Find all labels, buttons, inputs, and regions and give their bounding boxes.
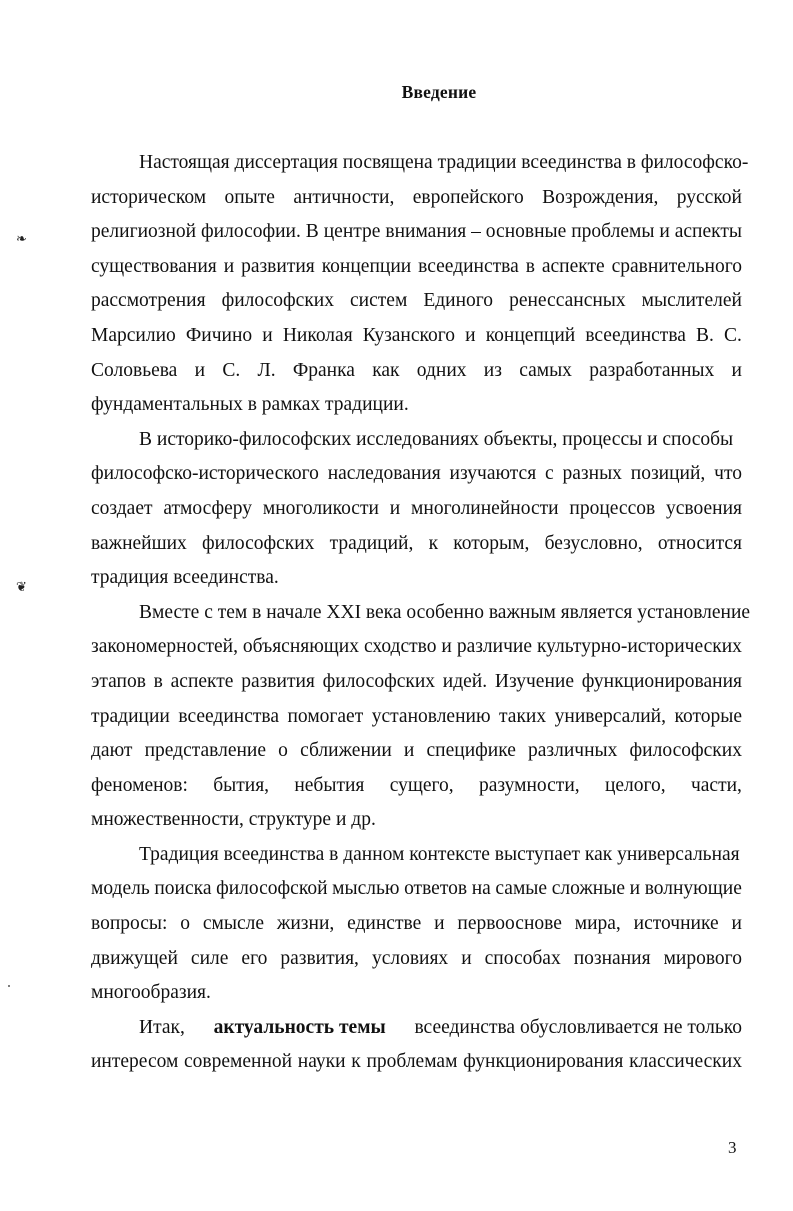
word: относится [657,532,742,554]
text-line [91,907,742,942]
word: аспекты [674,221,742,243]
word: мира, [574,913,621,935]
word: различных [528,740,618,762]
word: Франка [292,359,355,381]
word: основные [485,221,567,243]
text-line [91,527,742,562]
word: концепций [485,324,576,346]
word: философско-исторического [91,463,319,485]
word: ренессансных [509,290,626,312]
word: специфике [426,740,516,762]
word: к [428,532,439,554]
text-line [91,457,742,492]
word: разных [562,463,622,485]
word: условиях [371,947,449,969]
word: философских [221,290,334,312]
word: дают [91,740,133,762]
page-number: 3 [728,1138,737,1157]
text-line [91,284,742,319]
word: жизни, [276,913,335,935]
word: которым, [453,532,530,554]
word: аспекте [541,255,605,277]
word: как [372,359,400,381]
text-line [91,665,742,700]
word: развития [241,670,315,692]
body-text [91,146,751,1080]
text-line: В историко-философских исследованиях объекты, процессы и способы [139,428,734,450]
word: и [441,636,452,658]
word: мыслью [332,878,400,900]
word: в [525,255,535,277]
text-fragment: Итак, [139,1016,185,1038]
text-line: фундаментальных в рамках традиции. [91,394,409,416]
word: философских [322,670,436,692]
word: европейского [412,186,524,208]
word: античности, [293,186,395,208]
text-line: многообразия. [91,982,211,1004]
word: объясняющих [242,636,359,658]
word: классических [629,1051,742,1073]
word: идей. [442,670,488,692]
word: в [153,670,163,692]
emphasis-text: актуальность темы [213,1016,386,1038]
text-line: Настоящая диссертация посвящена традиции всеединства в философско- [139,152,749,173]
text-line [91,700,742,735]
word: этапов [91,670,146,692]
word: и [629,878,641,900]
word: Единого [423,290,494,312]
word: таких [499,705,547,727]
word: С. [724,324,742,346]
word: что [714,463,742,485]
word: философии. [201,221,301,243]
text-line [91,769,742,804]
word: историческом [91,186,207,208]
word: поиска [154,878,212,900]
text-line [91,250,742,285]
word: смысле [202,913,265,935]
word: закономерностей, [91,636,238,658]
word: внимания [385,221,467,243]
word: проблемам [366,1051,458,1073]
text-line: множественности, структуре и др. [91,809,376,831]
word: традиций, [329,532,414,554]
word: и [403,740,415,762]
word: и [223,255,235,277]
word: процессов [569,497,656,519]
word: усвоения [666,497,742,519]
text-line [91,319,742,354]
word: представление [144,740,267,762]
word: с [545,463,554,485]
word: и [434,913,445,935]
word: центре [323,221,381,243]
word: Марсилио [91,324,176,346]
word: философских [629,740,742,762]
word: универсалий, [554,705,666,727]
word: религиозной [91,221,197,243]
word: традиции [91,705,170,727]
word: Николая [282,324,353,346]
word: сближении [300,740,392,762]
word: проблемы [571,221,655,243]
word: и [731,359,742,381]
word: наследования [327,463,441,485]
word: движущей [91,947,178,969]
word: модель [91,878,150,900]
word: концепции [321,255,412,277]
word: изучаются [449,463,537,485]
word: волнующие [644,878,742,900]
word: создает [91,497,153,519]
text-line [91,1011,742,1046]
word: аспекте [170,670,234,692]
word: бытия, [213,774,270,796]
text-line [91,354,742,389]
word: сравнительного [611,255,742,277]
word: Л. [257,359,276,381]
word: разумности, [478,774,580,796]
word: познания [573,947,651,969]
word: развития [241,255,315,277]
word: важнейших [91,532,187,554]
word: философской [216,878,328,900]
text-line: традиция всеединства. [91,567,279,589]
word: и [731,913,742,935]
word: способах [484,947,561,969]
word: систем [350,290,408,312]
word: Кузанского [362,324,456,346]
word: науки [297,1051,346,1073]
word: из [483,359,502,381]
word: безусловно, [544,532,643,554]
word: С. [222,359,241,381]
word: современной [184,1051,293,1073]
text-line: Традиция всеединства в данном контексте выступает как универсальная [139,843,740,865]
word: В. [696,324,714,346]
word: установлению [371,705,491,727]
word: культурно-исторических [536,636,742,658]
word: части, [690,774,742,796]
word: функционирования [463,1051,624,1073]
word: функционирования [581,670,742,692]
word: к [351,1051,361,1073]
word: ответов [404,878,468,900]
word: сходство [363,636,437,658]
word: и [389,497,401,519]
text-line [91,215,742,250]
word: единстве [347,913,422,935]
word: существования [91,255,217,277]
word: о [180,913,191,935]
text-line [91,942,742,977]
text-line [91,872,742,907]
word: и [461,947,472,969]
page-title: Введение [401,82,477,102]
word: феноменов: [91,774,188,796]
word: Фичино [185,324,253,346]
word: русской [676,186,742,208]
word: первооснове [457,913,562,935]
text-line: Вместе с тем в начале XXI века особенно важным является установление [139,601,751,623]
word: многоликости [262,497,379,519]
word: и [465,324,476,346]
word: разработанных [589,359,715,381]
word: небытия [294,774,365,796]
text-line [91,1045,742,1080]
word: атмосферу [163,497,253,519]
text-fragment: всеединства обусловливается не только [414,1016,742,1038]
word: Изучение [494,670,574,692]
word: силе [190,947,229,969]
word: всеединства [585,324,686,346]
word: различие [456,636,532,658]
word: позиций, [630,463,706,485]
word: мирового [663,947,742,969]
word: В [305,221,319,243]
text-line [91,630,742,665]
word: его [241,947,268,969]
word: источнике [633,913,719,935]
scan-speck [8,985,10,987]
word: – [471,221,481,243]
margin-mark-icon: ❧ [16,232,27,247]
word: целого, [604,774,666,796]
word: и [659,221,670,243]
word: философских [202,532,315,554]
word: сущего, [389,774,454,796]
word: всеединства [418,255,519,277]
word: самые [495,878,548,900]
word: всеединства [178,705,279,727]
text-line [91,734,742,769]
word: рассмотрения [91,290,206,312]
word: одних [416,359,467,381]
word: самых [519,359,572,381]
word: многолинейности [411,497,559,519]
word: вопросы: [91,913,168,935]
word: развития, [280,947,359,969]
word: сложные [551,878,626,900]
word: Соловьева [91,359,178,381]
margin-mark-icon: ❦ [16,580,27,595]
word: интересом [91,1051,179,1073]
word: которые [674,705,742,727]
word: опыте [224,186,275,208]
text-line [91,181,742,216]
word: и [194,359,206,381]
word: Возрождения, [542,186,659,208]
word: помогает [287,705,364,727]
text-line [91,492,742,527]
word: на [471,878,491,900]
word: и [262,324,273,346]
word: о [278,740,288,762]
word: мыслителей [641,290,742,312]
